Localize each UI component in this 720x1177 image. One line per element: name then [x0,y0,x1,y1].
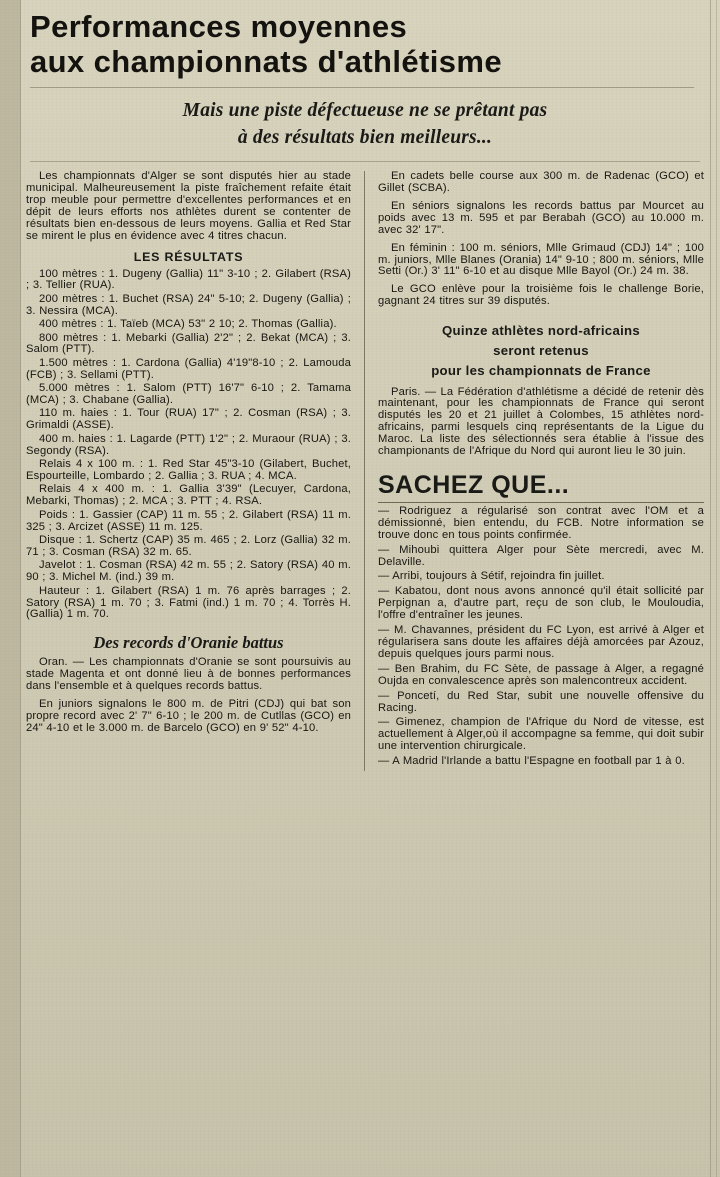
column-right [365,171,704,771]
quinze-section-title [378,321,704,380]
sachez-item: — Rodriguez a régularisé son contrat avec l'OM et a démissionné, bien entendu, du FCB. Notre information se trouve donc en tous points confirmée. [378,506,704,542]
sachez-item: — A Madrid l'Irlande a battu l'Espagne en football par 1 à 0. [378,756,704,768]
oranie-section-title: Des records d'Oranie battus [93,633,284,653]
page-right-rule [710,0,711,1177]
results-list [26,269,351,622]
divider-under-headline [30,87,694,88]
result-item: Hauteur : 1. Gilabert (RSA) 1 m. 76 après barrages ; 2. Satory (RSA) 1 m. 70 ; 3. Fatmi (ind.) 1 m. 70 ; 4. Torrès H. (Gallia) 1 m. 70. [26,584,351,621]
result-item: Poids : 1. Gassier (CAP) 11 m. 55 ; 2. Gilabert (RSA) 11 m. 325 ; 3. Arcizet (ASSE) 11 m. 125. [26,508,351,533]
quinze-title-line-3: pour les championnats de France [431,362,651,378]
result-item: 200 mètres : 1. Buchet (RSA) 24" 5-10; 2. Dugeny (Gallia) ; 3. Nessira (MCA). [26,292,351,317]
result-item: 1.500 mètres : 1. Cardona (Gallia) 4'19"8-10 ; 2. Lamouda (FCB) ; 3. Sellami (PTT). [26,356,351,381]
result-item: Relais 4 x 100 m. : 1. Red Star 45"3-10 (Gilabert, Buchet, Espourteille, Lombardo ; 2. Gallia ; 3. RUA ; 4. MCA. [26,458,351,482]
oranie-paragraph: Oran. — Les championnats d'Oranie se sont poursuivis au stade Magenta et ont donné lieu à de bonnes performances dans l'ensemble et à quelques records battus. [26,656,351,693]
result-item: Javelot : 1. Cosman (RSA) 42 m. 55 ; 2. Satory (RSA) 40 m. 90 ; 3. Michel M. (ind.) 39 m. [26,559,351,584]
sachez-item: — M. Chavannes, président du FC Lyon, est arrivé à Alger et régularisera sans doute les affaires déjà amorcées par Azouz, depuis quelques jours parmi nous. [378,625,704,661]
sachez-item: — Kabatou, dont nous avons annoncé qu'il était sollicité par Perpignan a, d'autre part, reçu de son club, le Mouloudia, l'offre d'entraîner les jeunes. [378,586,704,622]
page-content [26,0,704,1177]
quinze-title-line-1: Quinze athlètes nord-africains [441,323,641,339]
headline-line-1: Performances moyennes [30,9,408,44]
quinze-title-line-2: seront retenus [493,342,589,358]
page-right-rule-secondary [716,0,717,1177]
page-subtitle [44,98,686,151]
divider-under-subtitle [30,161,700,162]
article-columns [26,171,704,771]
headline-line-2: aux championnats d'athlétisme [30,43,503,79]
result-item: 110 m. haies : 1. Tour (RUA) 17" ; 2. Cosman (RSA) ; 3. Grimaldi (ASSE). [26,407,351,432]
sachez-list [378,506,704,768]
note-paragraph: En féminin : 100 m. séniors, Mlle Grimaud (CDJ) 14" ; 100 m. juniors, Mlle Blanes (Orania) 14" 9-10 ; 800 m. séniors, Mlle Setti (Or.) 3' 11" 6-10 et au disque Mlle Bayol (Or.) 24 m. 38. [378,241,704,278]
result-item: 800 mètres : 1. Mebarki (Gallia) 2'2" ; 2. Bekat (MCA) ; 3. Salom (PTT). [26,331,351,356]
lead-paragraph: Les championnats d'Alger se sont disputés hier au stade municipal. Malheureusement la piste fraîchement refaite était trop meuble pour permettre d'excellentes performances et en dépit de leurs efforts nos athlètes durent se contenter de résultats bien en-dessous de leurs moyens. Gallia et Red Star se mirent le plus en évidence avec 4 titres chacun. [26,170,351,242]
result-item: 400 m. haies : 1. Lagarde (PTT) 1'2" ; 2. Muraour (RUA) ; 3. Segondy (RSA). [26,432,351,457]
sachez-section-title: SACHEZ QUE... [378,471,704,503]
page-left-margin [0,0,21,1177]
sachez-item: — Arribi, toujours à Sétif, rejoindra fin juillet. [378,571,704,583]
quinze-paragraph: Paris. — La Fédération d'athlétisme a décidé de retenir dès maintenant, pour les championnats de France qui seront disputés les 20 et 21 juillet à Colombes, 15 athlètes nord-africains, parmi lesquels cinq représentants de la Ligue du Maroc. La liste des sélectionnés sera établie à l'issue des championants de l'Afrique du Nord qui auront lieu le 30 juin. [378,385,704,458]
oranie-paragraph: En juniors signalons le 800 m. de Pitri (CDJ) qui bat son propre record avec 2' 7" 6-10 ; le 200 m. de Cutllas (GCO) en 24" 4-10 et le 3.000 m. de Barcelo (GCO) en 9' 52" 4-10. [26,698,351,734]
page-title [26,10,704,79]
sachez-item: — Mihoubi quittera Alger pour Sète mercredi, avec M. Delaville. [378,545,704,569]
subtitle-line-2: à des résultats bien meilleurs... [237,126,493,148]
note-paragraph: Le GCO enlève pour la troisième fois le challenge Borie, gagnant 24 titres sur 39 disputés. [378,283,704,308]
result-item: Relais 4 x 400 m. : 1. Gallia 3'39" (Lecuyer, Cardona, Mebarki, Thomas) ; 2. MCA ; 3. PTT ; 4. RSA. [26,483,351,508]
result-item: Disque : 1. Schertz (CAP) 35 m. 465 ; 2. Lorz (Gallia) 32 m. 71 ; 3. Cosman (RSA) 32 m. 65. [26,534,351,558]
note-paragraph: En séniors signalons les records battus par Mourcet au poids avec 13 m. 595 et par Berabah (GCO) au 10.000 m. avec 32' 17". [378,199,704,236]
sachez-item: — Gimenez, champion de l'Afrique du Nord de vitesse, est actuellement à Alger,où il accompagne sa femme, qui doit subir une intervention chirurgicale. [378,717,704,753]
sachez-item: — Poncetí, du Red Star, subit une nouvelle offensive du Racing. [378,691,704,715]
column-left [26,171,365,771]
result-item: 100 mètres : 1. Dugeny (Gallia) 11" 3-10 ; 2. Gilabert (RSA) ; 3. Tellier (RUA). [26,267,351,292]
note-paragraph: En cadets belle course aux 300 m. de Radenac (GCO) et Gillet (SCBA). [378,170,704,194]
subtitle-line-1: Mais une piste défectueuse ne se prêtant pas [182,100,548,122]
result-item: 400 mètres : 1. Taïeb (MCA) 53" 2 10; 2. Thomas (Gallia). [39,318,337,331]
result-item: 5.000 mètres : 1. Salom (PTT) 16'7" 6-10 ; 2. Tamama (MCA) ; 3. Chabane (Gallia). [26,382,351,407]
results-section-title: LES RÉSULTATS [133,249,244,264]
sachez-item: — Ben Brahim, du FC Sète, de passage à Alger, a regagné Oujda en convalescence après son malencontreux accident. [378,664,704,688]
